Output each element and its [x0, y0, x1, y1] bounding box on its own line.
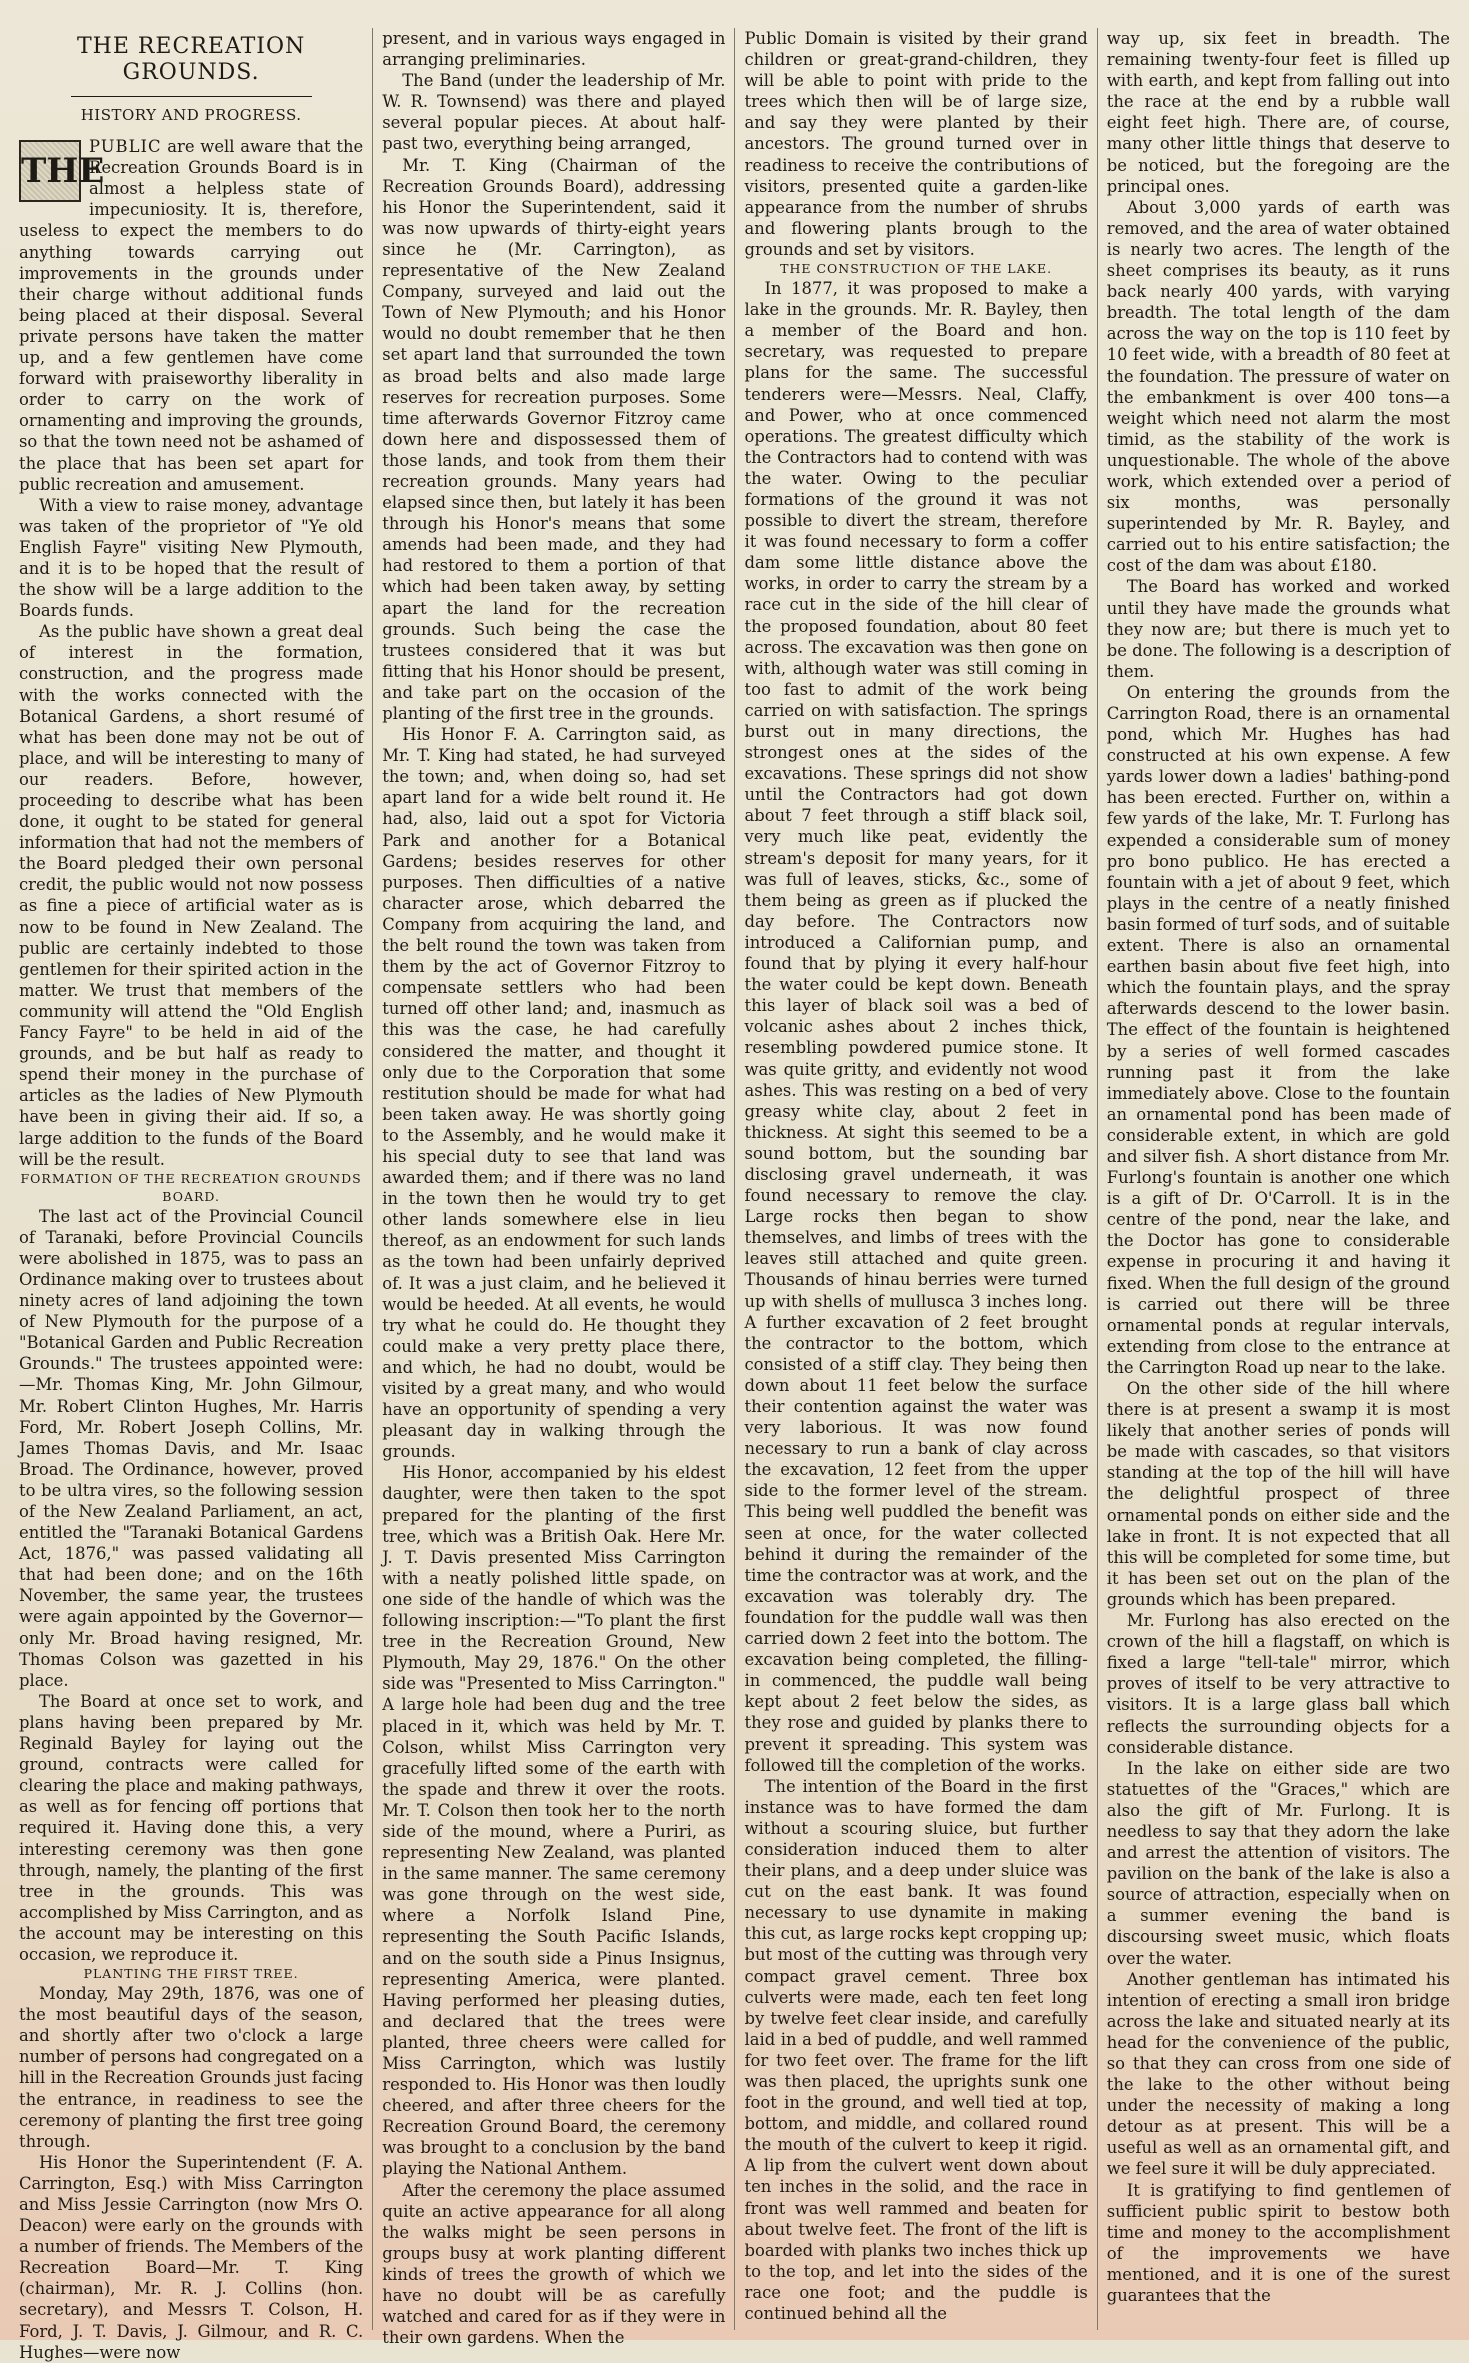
paragraph-entering: On entering the grounds from the Carrington Road, there is an ornamental pond, which Mr. Hughes has had constructed at his own expense. A few yards lower down a ladies' bathing-pond has been erected. Further on, within a few yards of the lake, Mr. T. Furlong has expended a considerable sum of money pro bono publico. He has erected a fountain with a jet of about 9 feet, which plays in the centre of a neatly finished basin formed of turf sods, and of suitable extent. There is also an ornamental earthen basin about five feet high, into which the fountain plays, and the spray afterwards descend to the lower basin. The effect of the fountain is heightened by a series of well formed cascades running past it from the lake immediately above. Close to the fountain an ornamental pond has been made of considerable extent, in which are gold and silver fish. A short distance from Mr. Furlong's fountain is another one which is a gift of Dr. O'Carroll. It is in the centre of the pond, near the lake, and the Doctor has gone to considerable expense in procuring it and having it fixed. When the full design of the ground is carried out there will be three ornamental ponds at regular intervals, extending from close to the entrance at the Carrington Road up near to the lake. — [1106, 682, 1450, 1377]
section-heading-formation: FORMATION OF THE RECREATION GROUNDS BOARD. — [20, 1170, 362, 1204]
paragraph-eldest: His Honor, accompanied by his eldest daughter, were then taken to the spot prepared for the planting of the first tree, which was a British Oak. Here Mr. J. T. Davis presented Miss Carrington with a neatly polished little spade, on one side of the handle of which was the following inscription:—"To plant the first tree in the Recreation Ground, New Plymouth, May 29, 1876." On the other side was "Presented to Miss Carrington." A large hole had been dug and the tree placed in it, which was held by Mr. T. Colson, whilst Miss Carrington very gracefully lifted some of the earth with the spade and threw it over the roots. Mr. T. Colson then took her to the north side of the mound, where a Puriri, as representing New Zealand, was planted in the same manner. The same ceremony was gone through on the west side, where a Norfolk Island Pine, representing the South Pacific Islands, and on the south side a Pinus Insignus, representing America, were planted. Having performed her pleasing duties, and declared that the trees were planted, three cheers were called for Miss Carrington, which was lustily responded to. His Honor was then loudly cheered, and after three cheers for the Recreation Ground Board, the ceremony was brought to a conclusion by the band playing the National Anthem. — [382, 1463, 726, 2179]
column-1 — [10, 28, 372, 2362]
paragraph-carrington: His Honor F. A. Carrington said, as Mr. T. King had stated, he had surveyed the town; and, when doing so, had set apart land for a wide belt round it. He had, also, laid out a spot for Victoria Park and another for a Botanical Gardens; besides reserves for other purposes. Then difficulties of a native character arose, which debarred the Company from acquiring the land, and the belt round the town was taken from them by the act of Governor Fitzroy to compensate settlers who had been turned off other land; and, inasmuch as this was the case, he had carefully considered the matter, and thought it only due to the Corporation that some restitution should be made for what had been taken away. He was shortly going to the Assembly, and he would make it his special duty to see that land was awarded them; and if there was no land in the town then he would try to get other lands somewhere else in lieu thereof, as an endowment for such lands as the town had been unfairly deprived of. It was a just claim, and he believed it would be heeded. At all events, he would try what he could do. He thought they could make a very pretty place there, and which, he had no doubt, would be visited by a great many, and who would have an opportunity of spending a very pleasant day in walking through the grounds. — [382, 725, 726, 1462]
paragraph-band: The Band (under the leadership of Mr. W. R. Townsend) was there and played several popular pieces. At about half-past two, everything being arranged, — [382, 71, 726, 154]
paragraph-wayup: way up, six feet in breadth. The remaining twenty-four feet is filled up with earth, and kept from falling out into the race at the end by a rubble wall eight feet high. There are, of course, many other little things that deserve to be noticed, but the foregoing are the principal ones. — [1106, 29, 1450, 196]
intro-text: are well aware that the Recreation Grounds Board is in almost a helpless state of impecuniosity. It is, therefore, useless to expect the members to do anything towards carrying out improvements in the grounds under their charge without additional funds being placed at their disposal. Several private persons have taken the matter up, and a few gentlemen have come forward with praiseworthy liberality in order to carry on the work of ornamenting and improving the grounds, so that the town need not be ashamed of the place that has been set apart for public recreation and amusement. — [19, 137, 364, 494]
paragraph-fayre: With a view to raise money, advantage was taken of the proprietor of "Ye old English Fayre" visiting New Plymouth, and it is to be hoped that the result of the show will be a large addition to the Boards funds. — [19, 495, 364, 621]
paragraph-otherside: On the other side of the hill where there is at present a swamp it is most likely that another series of ponds will be made with cascades, so that visitors standing at the top of the hill will have the delightful prospect of three ornamental ponds on either side and the lake in front. It is not expected that all this will be completed for some time, but it has been set out on the plan of the grounds which has been prepared. — [1106, 1379, 1450, 1609]
paragraph-worked: The Board has worked and worked until they have made the grounds what they now are; but there is much yet to be done. The following is a description of them. — [1106, 577, 1450, 681]
section-heading-lake: THE CONSTRUCTION OF THE LAKE. — [780, 261, 1053, 277]
column-4 — [1097, 28, 1459, 2330]
paragraph-graces: In the lake on either side are two statuettes of the "Graces," which are also the gift of Mr. Furlong. It is needless to say that they adorn the lake and arrest the attention of visitors. The pavilion on the bank of the lake is also a source of attraction, especially when on a summer evening the band is discoursing sweet music, which floats over the water. — [1106, 1758, 1450, 1968]
paragraph-formation: The last act of the Provincial Council of Taranaki, before Provincial Councils were abolished in 1875, was to pass an Ordinance making over to trustees about ninety acres of land adjoining the town of New Plymouth for the purpose of a "Botanical Garden and Public Recreation Grounds." The trustees appointed were:—Mr. Thomas King, Mr. John Gilmour, Mr. Robert Clinton Hughes, Mr. Harris Ford, Mr. Robert Joseph Collins, Mr. James Thomas Davis, and Mr. Isaac Broad. The Ordinance, however, proved to be ultra vires, so the following session of the New Zealand Parliament, an act, entitled the "Taranaki Botanical Gardens Act, 1876," was passed validating all that had been done; and on the 16th November, the same year, the trustees were again appointed by the Governor—only Mr. Broad having resigned, Mr. Thomas Colson was gazetted in his place. — [19, 1206, 364, 1690]
paragraph-interest: As the public have shown a great deal of interest in the formation, construction, and the progress made with the works connected with the Botanical Gardens, a short resumé of what has been done may not be out of place, and will be interesting to many of our readers. Before, however, proceeding to describe what has been done, it ought to be stated for general information that had not the members of the Board pledged their own personal credit, the public would not now possess as fine a piece of artificial water as is now to be found in New Zealand. The public are certainly indebted to those gentlemen for their spirited action in the matter. We trust that members of the community will attend the "Old English Fancy Fayre" to be held in aid of the grounds, and be but half as ready to spend their money in the purchase of articles as the ladies of New Plymouth have been in giving their aid. If so, a large addition to the funds of the Board will be the result. — [19, 622, 364, 1169]
column-2 — [372, 28, 734, 2348]
paragraph-intention: The intention of the Board in the first instance was to have formed the dam without a scouring sluice, but further consideration induced them to alter their plans, and a deep under sluice was cut on the east bank. It was found necessary to use dynamite in making this cut, as large rocks kept cropping up; but most of the cutting was through very compact gravel cement. Three box culverts were made, each ten feet long by twelve feet clear inside, and carefully laid in a bed of puddle, and well rammed for two feet over. The frame for the lift was then placed, the uprights sunk one foot in the ground, and well tied at top, bottom, and middle, and collared round the mouth of the culvert to keep it rigid. A lip from the culvert went down about ten inches in the solid, and the race in front was well rammed and beaten for about twelve feet. The front of the lift is boarded with planks two inches thick up to the top, and let into the sides of the race one foot; and the puddle is continued behind all the — [744, 1776, 1088, 2324]
paragraph-king: Mr. T. King (Chairman of the Recreation Grounds Board), addressing his Honor the Superintendent, said it was now upwards of thirty-eight years since he (Mr. Carrington), as representative of the New Zealand Company, surveyed and laid out the Town of New Plymouth; and his Honor would no doubt remember that he then set apart land that surrounded the town as broad belts and also made large reserves for recreation purposes. Some time afterwards Governor Fitzroy came down here and dispossessed them of those lands, and took from them their recreation grounds. Many years had elapsed since then, but lately it has been through his Honor's means that some amends had been made, and they had had restored to them a portion of that which had been taken away, by setting apart the land for the recreation grounds. Such being the case the trustees considered that it was but fitting that his Honor should be present, and take part on the occasion of the planting of the first tree in the grounds. — [382, 155, 726, 723]
article-subtitle: HISTORY AND PROGRESS. — [80, 106, 302, 124]
title-rule — [71, 96, 312, 97]
paragraph-gratifying: It is gratifying to find gentlemen of sufficient public spirit to bestow both time and money to the accomplishment of the improvements we have mentioned, and it is one of the surest guarantees that the — [1106, 2180, 1450, 2306]
column-3 — [734, 28, 1096, 2330]
paragraph-after: After the ceremony the place assumed quite an active appearance for all along the walks might be seen persons in groups busy at work planting different kinds of trees the growth of which we have no doubt will be as carefully watched and cared for as if they were in their own gardens. When the — [382, 2180, 726, 2348]
article-title: THE RECREATION GROUNDS. — [76, 34, 306, 85]
paragraph-board: The Board at once set to work, and plans having been prepared by Mr. Reginald Bayley for laying out the ground, contracts were called for clearing the place and making pathways, as well as for fencing off portions that required it. Having done this, a very interesting ceremony was then gone through, namely, the planting of the first tree in the grounds. This was accomplished by Miss Carrington, and as the account may be interesting on this occasion, we reproduce it. — [19, 1691, 364, 1964]
paragraph-1877: In 1877, it was proposed to make a lake in the grounds. Mr. R. Bayley, then a member of the Board and hon. secretary, was requested to prepare plans for the same. The successful tenderers were—Messrs. Neal, Claffy, and Power, who at once commenced operations. The greatest difficulty which the Contractors had to contend with was the water. Owing to the peculiar formations of the ground it was not possible to divert the stream, therefore it was found necessary to form a coffer dam some little distance above the works, in order to carry the stream by a race cut in the side of the hill clear of the proposed foundation, about 80 feet across. The excavation was then gone on with, although water was still coming in too fast to admit of the work being carried on with satisfaction. The springs burst out in many directions, the strongest ones at the sides of the excavations. These springs did not show until the Contractors had got down about 7 feet through a stiff black soil, very much like peat, evidently the stream's deposit for many years, for it was full of leaves, sticks, &c., some of them being as green as if plucked the day before. The Contractors now introduced a Californian pump, and found that by plying it every half-hour the water could be kept down. Beneath this layer of black soil was a bed of volcanic ashes about 2 inches thick, resembling powdered pumice stone. It was quite gritty, and evidently not wood ashes. This was resting on a bed of very greasy white clay, about 2 feet in thickness. At sight this seemed to be a sound bottom, but the sounding bar disclosing gravel underneath, it was found necessary to remove the clay. Large rocks then began to show themselves, and limbs of trees with the leaves still attached and quite green. Thousands of hinau berries were turned up with shells of mullusca 3 inches long. A further excavation of 2 feet brought the contractor to the bottom, which consisted of a stiff clay. They being then down about 11 feet below the surface their contention against the water was very laborious. It was now found necessary to run a bank of clay across the excavation, 12 feet from the upper side to the former level of the stream. This being well puddled the benefit was seen at once, for the water collected behind it during the remainder of the time the contractor was at work, and the excavation was tolerably dry. The foundation for the puddle wall was then carried down 2 feet into the bottom. The excavation being completed, the filling-in commenced, the puddle wall being kept about 2 feet below the sides, as they rose and guided by planks there to prevent it spreading. This system was followed till the completion of the works. — [744, 279, 1088, 1775]
columns — [10, 28, 1459, 2362]
paragraph-bridge: Another gentleman has intimated his intention of erecting a small iron bridge across the lake and situated nearly at its head for the convenience of the public, so that they can cross from one side of the lake to the other without being under the necessity of making a long detour as at present. This will be a useful as well as an ornamental gift, and we feel sure it will be duly appreciated. — [1106, 1969, 1450, 2179]
intro-first-word: PUBLIC — [89, 137, 162, 157]
paragraph-domain: Public Domain is visited by their grand children or great-grand-children, they will be able to point with pride to the trees which then will be of large size, and say they were planted by their ancestors. The ground turned over in readiness to receive the contributions of visitors, presented quite a garden-like appearance from the number of shrubs and flowering plants brough to the grounds and set by visitors. — [744, 29, 1088, 259]
paragraph-honor: His Honor the Superintendent (F. A. Carrington, Esq.) with Miss Carrington and Miss Jessie Carrington (now Mrs O. Deacon) were early on the grounds with a number of friends. The Members of the Recreation Board—Mr. T. King (chairman), Mr. R. J. Collins (hon. secretary), and Messrs T. Colson, H. Ford, J. T. Davis, J. Gilmour, and R. C. Hughes—were now — [19, 2152, 364, 2362]
paragraph-monday: Monday, May 29th, 1876, was one of the most beautiful days of the season, and shortly after two o'clock a large number of persons had congregated on a hill in the Recreation Grounds just facing the entrance, in readiness to see the ceremony of planting the first tree going through. — [19, 1984, 364, 2151]
paragraph-flagstaff: Mr. Furlong has also erected on the crown of the hill a flagstaff, on which is fixed a large "tell-tale" mirror, which proves of itself to be very attractive to visitors. It is a large glass ball which reflects the surrounding objects for a considerable distance. — [1106, 1611, 1450, 1757]
section-heading-planting: PLANTING THE FIRST TREE. — [83, 1966, 299, 1982]
ornamental-drop-cap: THE — [19, 140, 81, 202]
paragraph-present: present, and in various ways engaged in arranging preliminaries. — [382, 29, 726, 70]
paragraph-3000: About 3,000 yards of earth was removed, and the area of water obtained is nearly two acres. The length of the sheet comprises its beauty, as it runs back nearly 400 yards, with varying breadth. The total length of the dam across the way on the top is 110 feet by 10 feet wide, with a breadth of 80 feet at the foundation. The pressure of water on the embankment is over 400 tons—a weight which need not alarm the most timid, as the stability of the work is unquestionable. The whole of the above work, which extended over a period of six months, was personally superintended by Mr. R. Bayley, and carried out to his entire satisfaction; the cost of the dam was about £180. — [1106, 197, 1450, 576]
intro-paragraph — [19, 136, 363, 495]
